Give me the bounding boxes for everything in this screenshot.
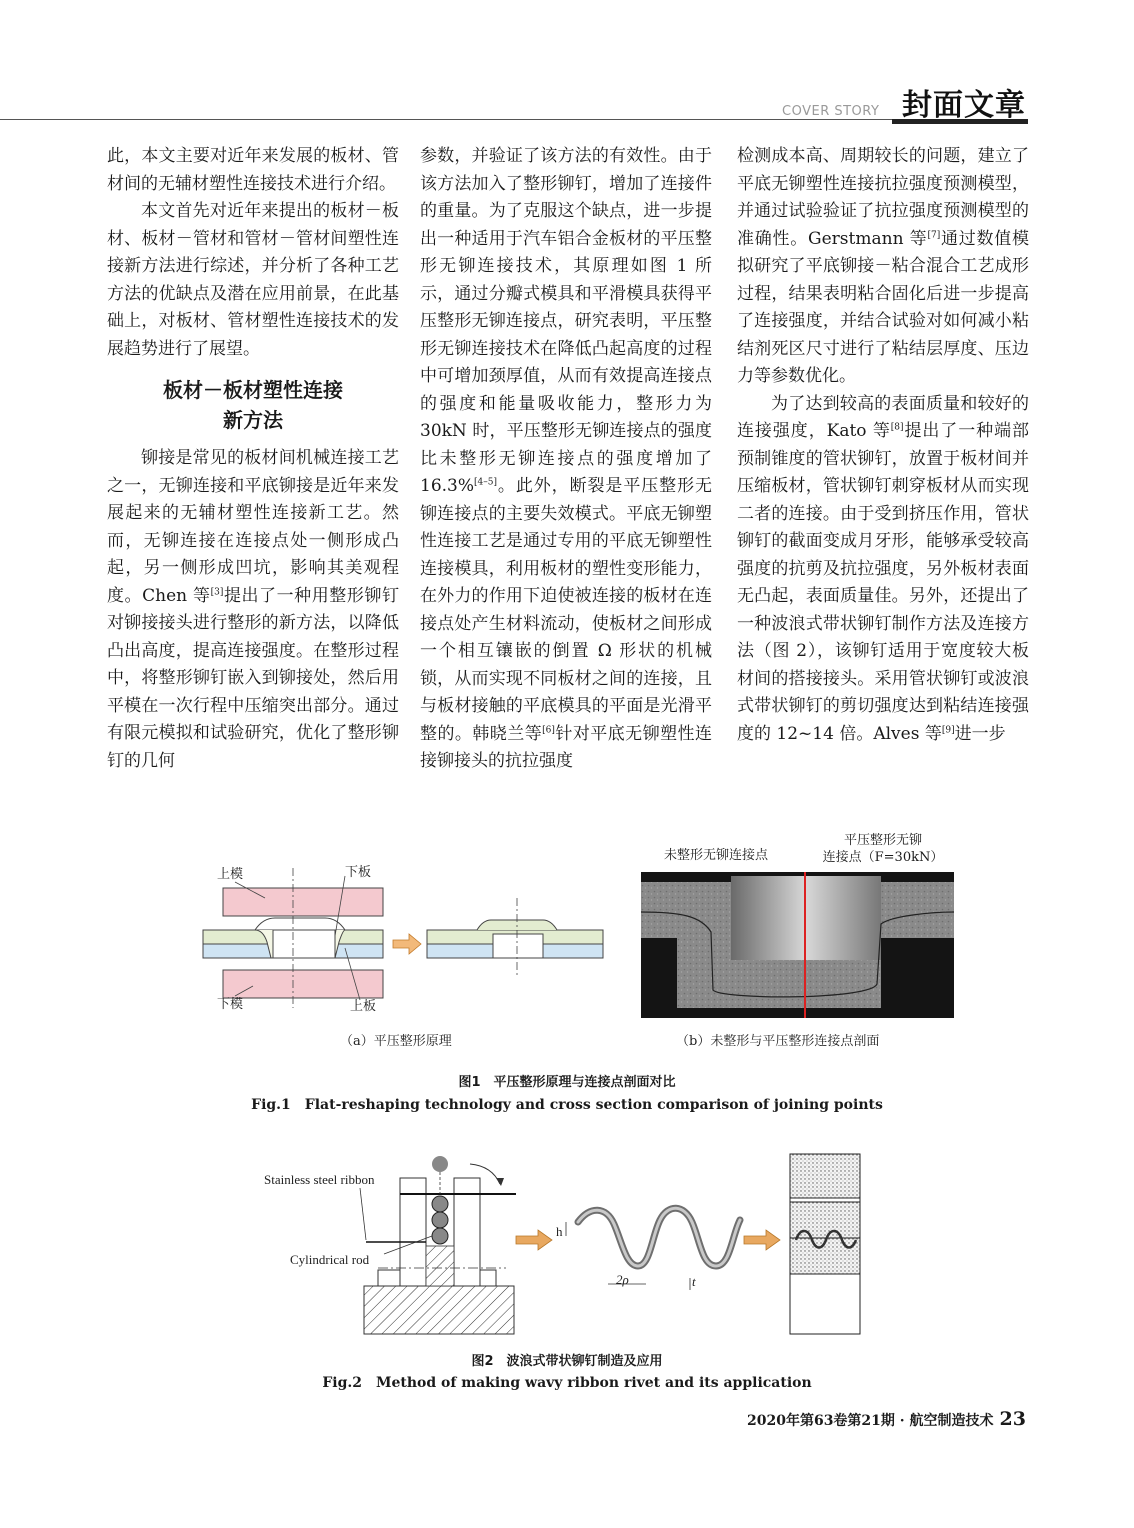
- citation: [4–5]: [474, 477, 497, 488]
- text-run: 参数，并验证了该方法的有效性。由于该方法加入了整形铆钉，增加了连接件的重量。为了克服这个缺点，进一步提出一种适用于汽车铝合金板材的平压整形无铆连接技术，其原理如图 1 所示，通过分瓣式模具和平滑模具获得平压整形无铆连接点，研究表明，平压整形无铆连接技术在降低凸起高度的过程中可增加颈厚值，从而有效提高连接点的强度和能量吸收能力，整形力为 30kN 时，平压整形无铆连接点的强度比未整形无铆连接点的强度增加了 16.3%: [420, 146, 712, 496]
- figure1b-subcaption: （b）未整形与平压整形连接点剖面: [676, 1034, 880, 1049]
- figure2-diagram: [260, 1150, 870, 1338]
- process-arrow-icon: [393, 934, 421, 954]
- figure1-caption-cn: 图1 平压整形原理与连接点剖面对比: [458, 1075, 676, 1090]
- section-label-en: COVER STORY: [782, 104, 880, 119]
- text-run: 针对平底无铆塑性连接铆接头的抗拉强度: [420, 723, 712, 771]
- text-column-1: [107, 143, 399, 775]
- paragraph: [420, 143, 712, 776]
- page-footer: [747, 1408, 1026, 1430]
- page-number: 23: [999, 1408, 1026, 1430]
- section-label-cn: 封面文章: [902, 88, 1026, 123]
- label-2rho: 2ρ: [616, 1272, 629, 1287]
- citation: [6]: [542, 724, 555, 735]
- text-run: 铆接是常见的板材间机械连接工艺之一，无铆连接和平底铆接是近年来发展起来的无辅材塑性连接新工艺。然而，无铆连接在连接点处一侧形成凸起，另一侧形成凹坑，影响其美观程度。Chen 等: [107, 448, 399, 606]
- process-arrow-icon: [744, 1230, 780, 1250]
- citation: [3]: [210, 586, 224, 597]
- text-run: 为了达到较高的表面质量和较好的连接强度，Kato 等: [737, 393, 1029, 441]
- section-heading: [107, 375, 399, 435]
- text-run: 检测成本高、周期较长的问题，建立了平底无铆塑性连接抗拉强度预测模型，并通过试验验证了抗拉强度预测模型的准确性。Gerstmann 等: [737, 146, 1029, 249]
- figure1a-diagram: [195, 858, 615, 1018]
- citation: [8]: [890, 422, 904, 433]
- text-run: 提出了一种用整形铆钉对铆接接头进行整形的新方法，以降低凸出高度，提高连接强度。在整形过程中，将整形铆钉嵌入到铆接处，然后用平模在一次行程中压缩突出部分。通过有限元模拟和试验研究，优化了整形铆钉的几何: [107, 585, 399, 771]
- process-arrow-icon: [516, 1230, 552, 1250]
- figure1a-subcaption: （a）平压整形原理: [340, 1034, 452, 1049]
- section-heading-line: 新方法: [223, 408, 283, 432]
- text-column-3: [737, 143, 1029, 748]
- label-upper-sheet: 上板: [350, 999, 377, 1014]
- label-shaped-line: 连接点（F=30kN）: [822, 850, 944, 865]
- journal-info: 2020年第63卷第21期 · 航空制造技术: [746, 1413, 994, 1429]
- paragraph: [737, 143, 1029, 391]
- text-run: 通过数值模拟研究了平底铆接－粘合混合工艺成形过程，结果表明粘合固化后进一步提高了连接强度，并结合试验对如何减小粘结剂死区尺寸进行了粘结层厚度、压边力等参数优化。: [737, 228, 1030, 386]
- citation: [7]: [927, 229, 941, 240]
- label-t: t: [692, 1274, 696, 1289]
- figure2-caption-en: Fig.2 Method of making wavy ribbon rivet and its application: [322, 1375, 812, 1391]
- text-run: 。此外，断裂是平压整形无铆连接点的主要失效模式。平底无铆塑性连接工艺是通过专用的平底无铆塑性连接模具，利用板材的塑性变形能力，在外力的作用下迫使被连接的板材在连接点处产生材料流动，使板材之间形成一个相互镶嵌的倒置 Ω 形状的机械锁，从而实现不同板材之间的连接，且与板材接触的平底模具的平面是光滑平整的。韩晓兰等: [420, 476, 712, 744]
- label-shaped: [818, 832, 948, 866]
- paragraph: [737, 391, 1029, 749]
- label-h: h: [556, 1224, 563, 1239]
- text-run: 进一步: [954, 723, 1006, 744]
- figure2-caption-cn: 图2 波浪式带状铆钉制造及应用: [471, 1354, 663, 1369]
- figure1b-labels: [640, 832, 955, 872]
- figure1-caption-en: Fig.1 Flat-reshaping technology and cross section comparison of joining points: [251, 1097, 883, 1113]
- paragraph: [107, 445, 399, 775]
- label-shaped-line: 平压整形无铆: [843, 833, 922, 848]
- citation: [9]: [941, 724, 955, 735]
- label-rod: Cylindrical rod: [290, 1252, 370, 1267]
- section-heading-line: 板材－板材塑性连接: [163, 378, 343, 402]
- label-ribbon: Stainless steel ribbon: [264, 1172, 375, 1187]
- label-unshaped: 未整形无铆连接点: [664, 848, 769, 863]
- header-rule: [0, 119, 1028, 120]
- figure1b-cross-section: [641, 872, 954, 1018]
- label-lower-sheet: 下板: [345, 865, 372, 880]
- paragraph: 本文首先对近年来提出的板材－板材、板材－管材和管材－管材间塑性连接新方法进行综述，并分析了各种工艺方法的优缺点及潜在应用前景，在此基础上，对板材、管材塑性连接技术的发展趋势进行了展望。: [107, 201, 399, 359]
- text-column-2: [420, 143, 712, 776]
- text-run: 提出了一种端部预制锥度的管状铆钉，放置于板材间并压缩板材，管状铆钉刺穿板材从而实现二者的连接。由于受到挤压作用，管状铆钉的截面变成月牙形，能够承受较高强度的抗剪及抗拉强度，另外板材表面无凸起，表面质量佳。另外，还提出了一种波浪式带状铆钉制作方法及连接方法（图 2），该铆钉适用于宽度较大板材间的搭接接头。采用管状铆钉或波浪式带状铆钉的剪切强度达到粘结连接强度的 12~14 倍。Alves 等: [737, 421, 1029, 744]
- paragraph: 此，本文主要对近年来发展的板材、管材间的无辅材塑性连接技术进行介绍。: [107, 146, 399, 194]
- label-lower-die: 下模: [217, 997, 244, 1012]
- label-upper-die: 上模: [217, 867, 244, 882]
